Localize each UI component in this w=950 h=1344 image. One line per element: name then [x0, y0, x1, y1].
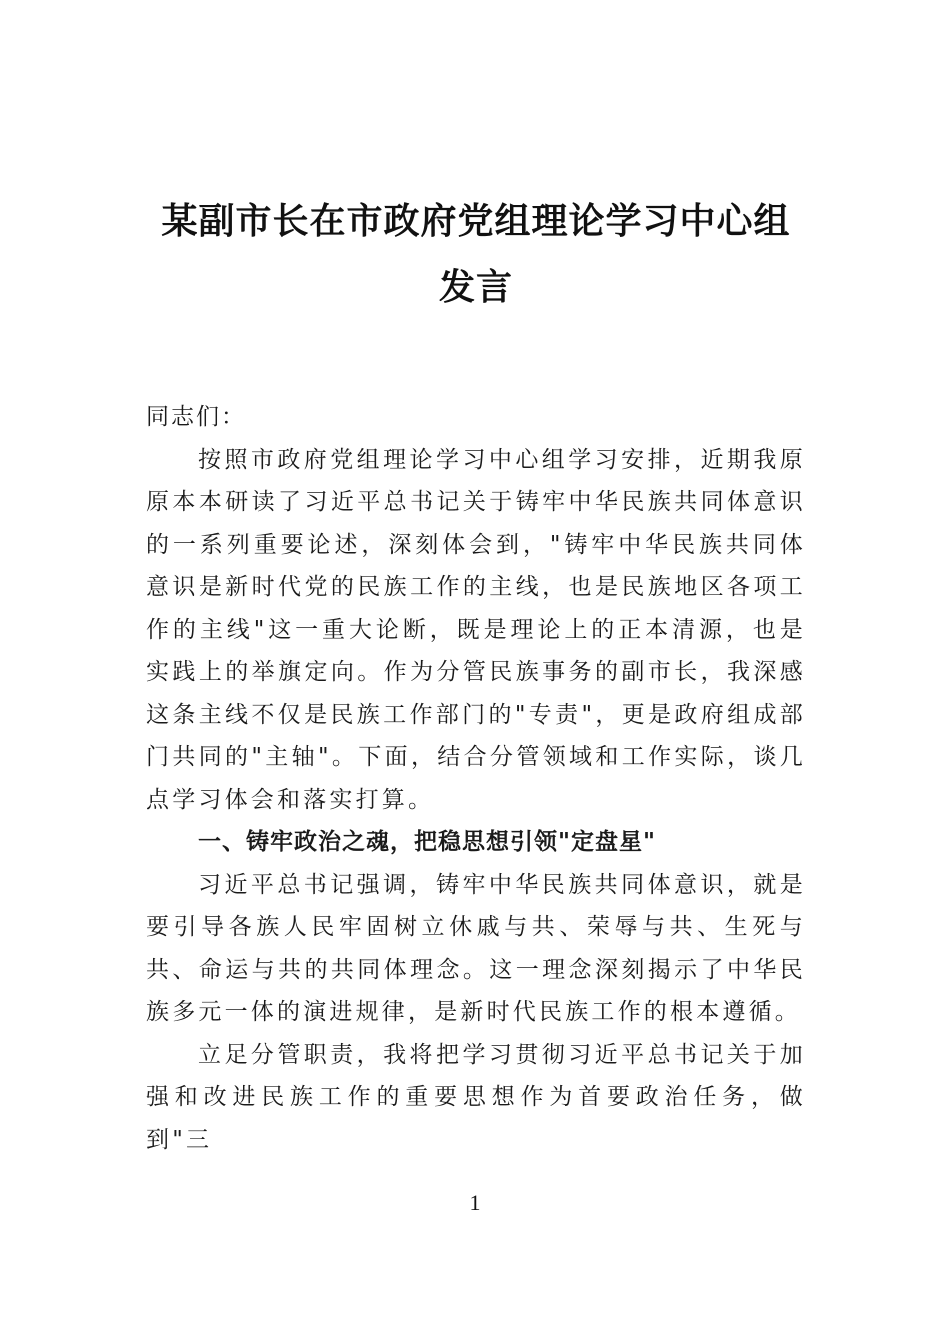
section-heading-1: 一、铸牢政治之魂，把稳思想引领"定盘星" — [198, 829, 656, 855]
document-body — [146, 396, 806, 1161]
paragraph-section1-a: 习近平总书记强调，铸牢中华民族共同体意识，就是要引导各族人民牢固树立休戚与共、荣辱与共、生死与共、命运与共的共同体理念。这一理念深刻揭示了中华民族多元一体的演进规律，是新时代民族工作的根本遵循。 — [146, 871, 806, 1025]
paragraph-section1-b: 立足分管职责，我将把学习贯彻习近平总书记关于加强和改进民族工作的重要思想作为首要政治任务，做到"三 — [146, 1041, 806, 1153]
paragraph-intro: 按照市政府党组理论学习中心组学习安排，近期我原原本本研读了习近平总书记关于铸牢中华民族共同体意识的一系列重要论述，深刻体会到，"铸牢中华民族共同体意识是新时代党的民族工作的主线，也是民族地区各项工作的主线"这一重大论断，既是理论上的正本清源，也是实践上的举旗定向。作为分管民族事务的副市长，我深感这条主线不仅是民族工作部门的"专责"，更是政府组成部门共同的"主轴"。下面，结合分管领域和工作实际，谈几点学习体会和落实打算。 — [146, 446, 806, 813]
page-number: 1 — [469, 1190, 481, 1215]
greeting: 同志们： — [146, 404, 246, 430]
document-title: 某副市长在市政府党组理论学习中心组发言 — [161, 200, 791, 308]
